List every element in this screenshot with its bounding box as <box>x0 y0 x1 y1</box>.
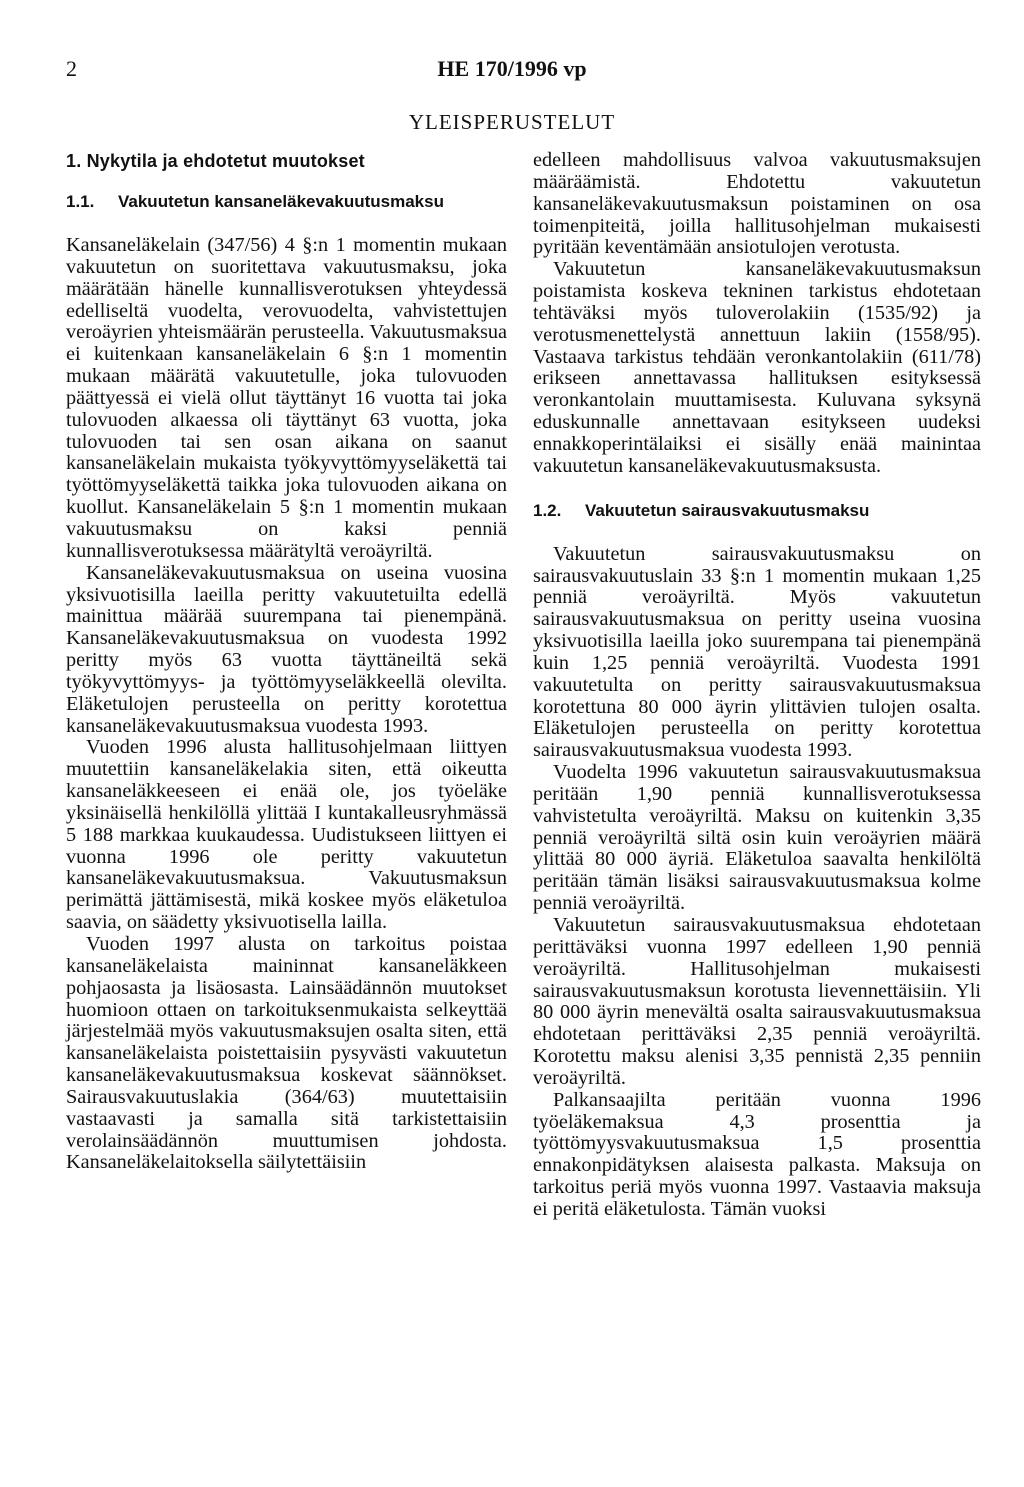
paragraph: Vakuutetun sairausvakuutusmaksua ehdotetaan perittäväksi vuonna 1997 edelleen 1,90 penniä veroäyriltä. Hallitusohjelman mukaisesti sairausvakuutusmaksun korotusta lievennettäisiin. Yli 80 000 äyrin menevältä osalta sairausvakuutusmaksua ehdotetaan perittäväksi 2,35 penniä veroäyriltä. Korotettu maksu alenisi 3,35 pennistä 2,35 penniin veroäyriltä. <box>533 914 981 1089</box>
paragraph: Kansaneläkevakuutusmaksua on useina vuosina yksivuotisilla laeilla peritty vakuutetuilta edellä mainittua määrää suurempana tai pienempänä. Kansaneläkevakuutusmaksua on vuodesta 1992 peritty myös 63 vuotta täyttäneiltä sekä työkyvyttömyys- ja työttömyyseläkkeellä olevilta. Eläketulojen perusteella on peritty korotettua kansaneläkevakuutusmaksua vuodesta 1993. <box>66 561 507 737</box>
paragraph: Palkansaajilta peritään vuonna 1996 työeläkemaksua 4,3 prosenttia ja työttömyysvakuutusmaksua 1,5 prosenttia ennakonpidätyksen alaisesta palkasta. Maksuja on tarkoitus periä myös vuonna 1997. Vastaavia maksuja ei peritä eläketulosta. Tämän vuoksi <box>533 1088 981 1220</box>
right-column <box>533 150 981 1221</box>
paragraph: Vuoden 1997 alusta on tarkoitus poistaa kansaneläkelaista maininnat kansaneläkkeen pohjaosasta ja lisäosasta. Lainsäädännön muutokset huomioon ottaen on tarkoituksenmukaista selkeyttää järjestelmää myös vakuutusmaksujen osalta siten, että kansaneläkelaista poistettaisiin pysyvästi vakuutetun kansaneläkevakuutusmaksua koskevat säännökset. Sairausvakuutuslakia (364/63) muutettaisiin vastaavasti ja samalla sitä tarkistettaisiin verolainsäädännön muuttumisen johdosta. Kansaneläkelaitoksella säilytettäisiin <box>66 933 507 1174</box>
paragraph: edelleen mahdollisuus valvoa vakuutusmaksujen määräämistä. Ehdotettu vakuutetun kansaneläkevakuutusmaksun poistaminen on osa toimenpiteitä, joilla hallitusohjelman mukaisesti pyritään keventämään ansiotulojen verotusta. <box>533 149 981 259</box>
subheading-sairausvakuutus <box>533 500 981 522</box>
section-title: YLEISPERUSTELUT <box>408 110 616 134</box>
page-number: 2 <box>66 56 77 81</box>
page-header <box>0 56 1024 86</box>
heading-nykytila: 1. Nykytila ja ehdotetut muutokset <box>66 151 365 171</box>
subheading-kansanelake <box>66 191 507 213</box>
subheading-title: Vakuutetun kansaneläkevakuutusmaksu <box>118 192 444 211</box>
paragraph: Vakuutetun kansaneläkevakuutusmaksun poistamista koskeva tekninen tarkistus ehdotetaan tehtäväksi myös tuloverolakiin (1535/92) ja verotusmenettelystä annettuun lakiin (1558/95). Vastaava tarkistus tehdään veronkantolakiin (611/78) erikseen annettavassa hallituksen esityksessä veronkantolain muuttamisesta. Kuluvana syksynä eduskunnalle annettavaan esitykseen uudeksi ennakkoperintälaiksi ei sisälly enää mainintaa vakuutetun kansaneläkevakuutusmaksusta. <box>533 258 981 477</box>
paragraph: Vuoden 1996 alusta hallitusohjelmaan liittyen muutettiin kansaneläkelakia siten, että oikeutta kansaneläkkeeseen ei enää ole, jos työeläke yksinäisellä henkilöllä ylittää I kuntakalleusryhmässä 5 188 markkaa kuukaudessa. Uudistukseen liittyen ei vuonna 1996 ole peritty vakuutetun kansaneläkevakuutusmaksua. Vakuutusmaksun perimättä jättämisestä, mikä koskee myös eläketuloa saavia, on säädetty yksivuotisella lailla. <box>66 736 507 934</box>
subheading-title: Vakuutetun sairausvakuutusmaksu <box>585 500 870 520</box>
subheading-number: 1.2. <box>533 500 562 520</box>
left-column <box>66 150 507 1174</box>
paragraph: Vuodelta 1996 vakuutetun sairausvakuutusmaksua peritään 1,90 penniä kunnallisverotuksessa vahvistetulta veroäyriltä. Maksu on kuitenkin 3,35 penniä veroäyriltä siltä osin kuin veroäyrien määrä ylittää 80 000 äyriä. Eläketuloa saavalta henkilöltä peritään tämän lisäksi sairausvakuutusmaksua kolme penniä veroäyriltä. <box>533 761 981 915</box>
paragraph: Kansaneläkelain (347/56) 4 §:n 1 momentin mukaan vakuutetun on suoritettava vakuutusmaksu, joka määrätään hänelle kunnallisverotuksen yhteydessä edelliseltä vuodelta, verovuodelta, vahvistettujen veroäyrien yhteismäärän perusteella. Vakuutusmaksua ei kuitenkaan kansaneläkelain 6 §:n 1 momentin mukaan määrätä vakuutetulle, joka tulovuoden päättyessä ei vielä ollut täyttänyt 16 vuotta tai joka tulovuoden alkaessa oli täyttänyt 63 vuotta, joka tulovuoden tai sen osan aikana on saanut kansaneläkelain mukaista työkyvyttömyyseläkettä tai työttömyyseläkettä taikka joka tulovuoden aikana on kuollut. Kansaneläkelain 5 §:n 1 momentin mukaan vakuutusmaksu on kaksi penniä kunnallisverotuksessa määrätyltä veroäyriltä. <box>66 234 507 562</box>
paragraph: Vakuutetun sairausvakuutusmaksu on sairausvakuutuslain 33 §:n 1 momentin mukaan 1,25 penniä veroäyriltä. Myös vakuutetun sairausvakuutusmaksua on peritty useina vuosina yksivuotisilla laeilla joko suurempana tai pienempänä kuin 1,25 penniä veroäyriltä. Vuodesta 1991 vakuutetulta on peritty sairausvakuutusmaksua korotettuna 80 000 äyrin ylittävien tulojen osalta. Eläketulojen perusteella on peritty korotettua sairausvakuutusmaksua vuodesta 1993. <box>533 542 981 762</box>
document-id: HE 170/1996 vp <box>437 56 587 81</box>
subheading-number: 1.1. <box>66 192 95 211</box>
